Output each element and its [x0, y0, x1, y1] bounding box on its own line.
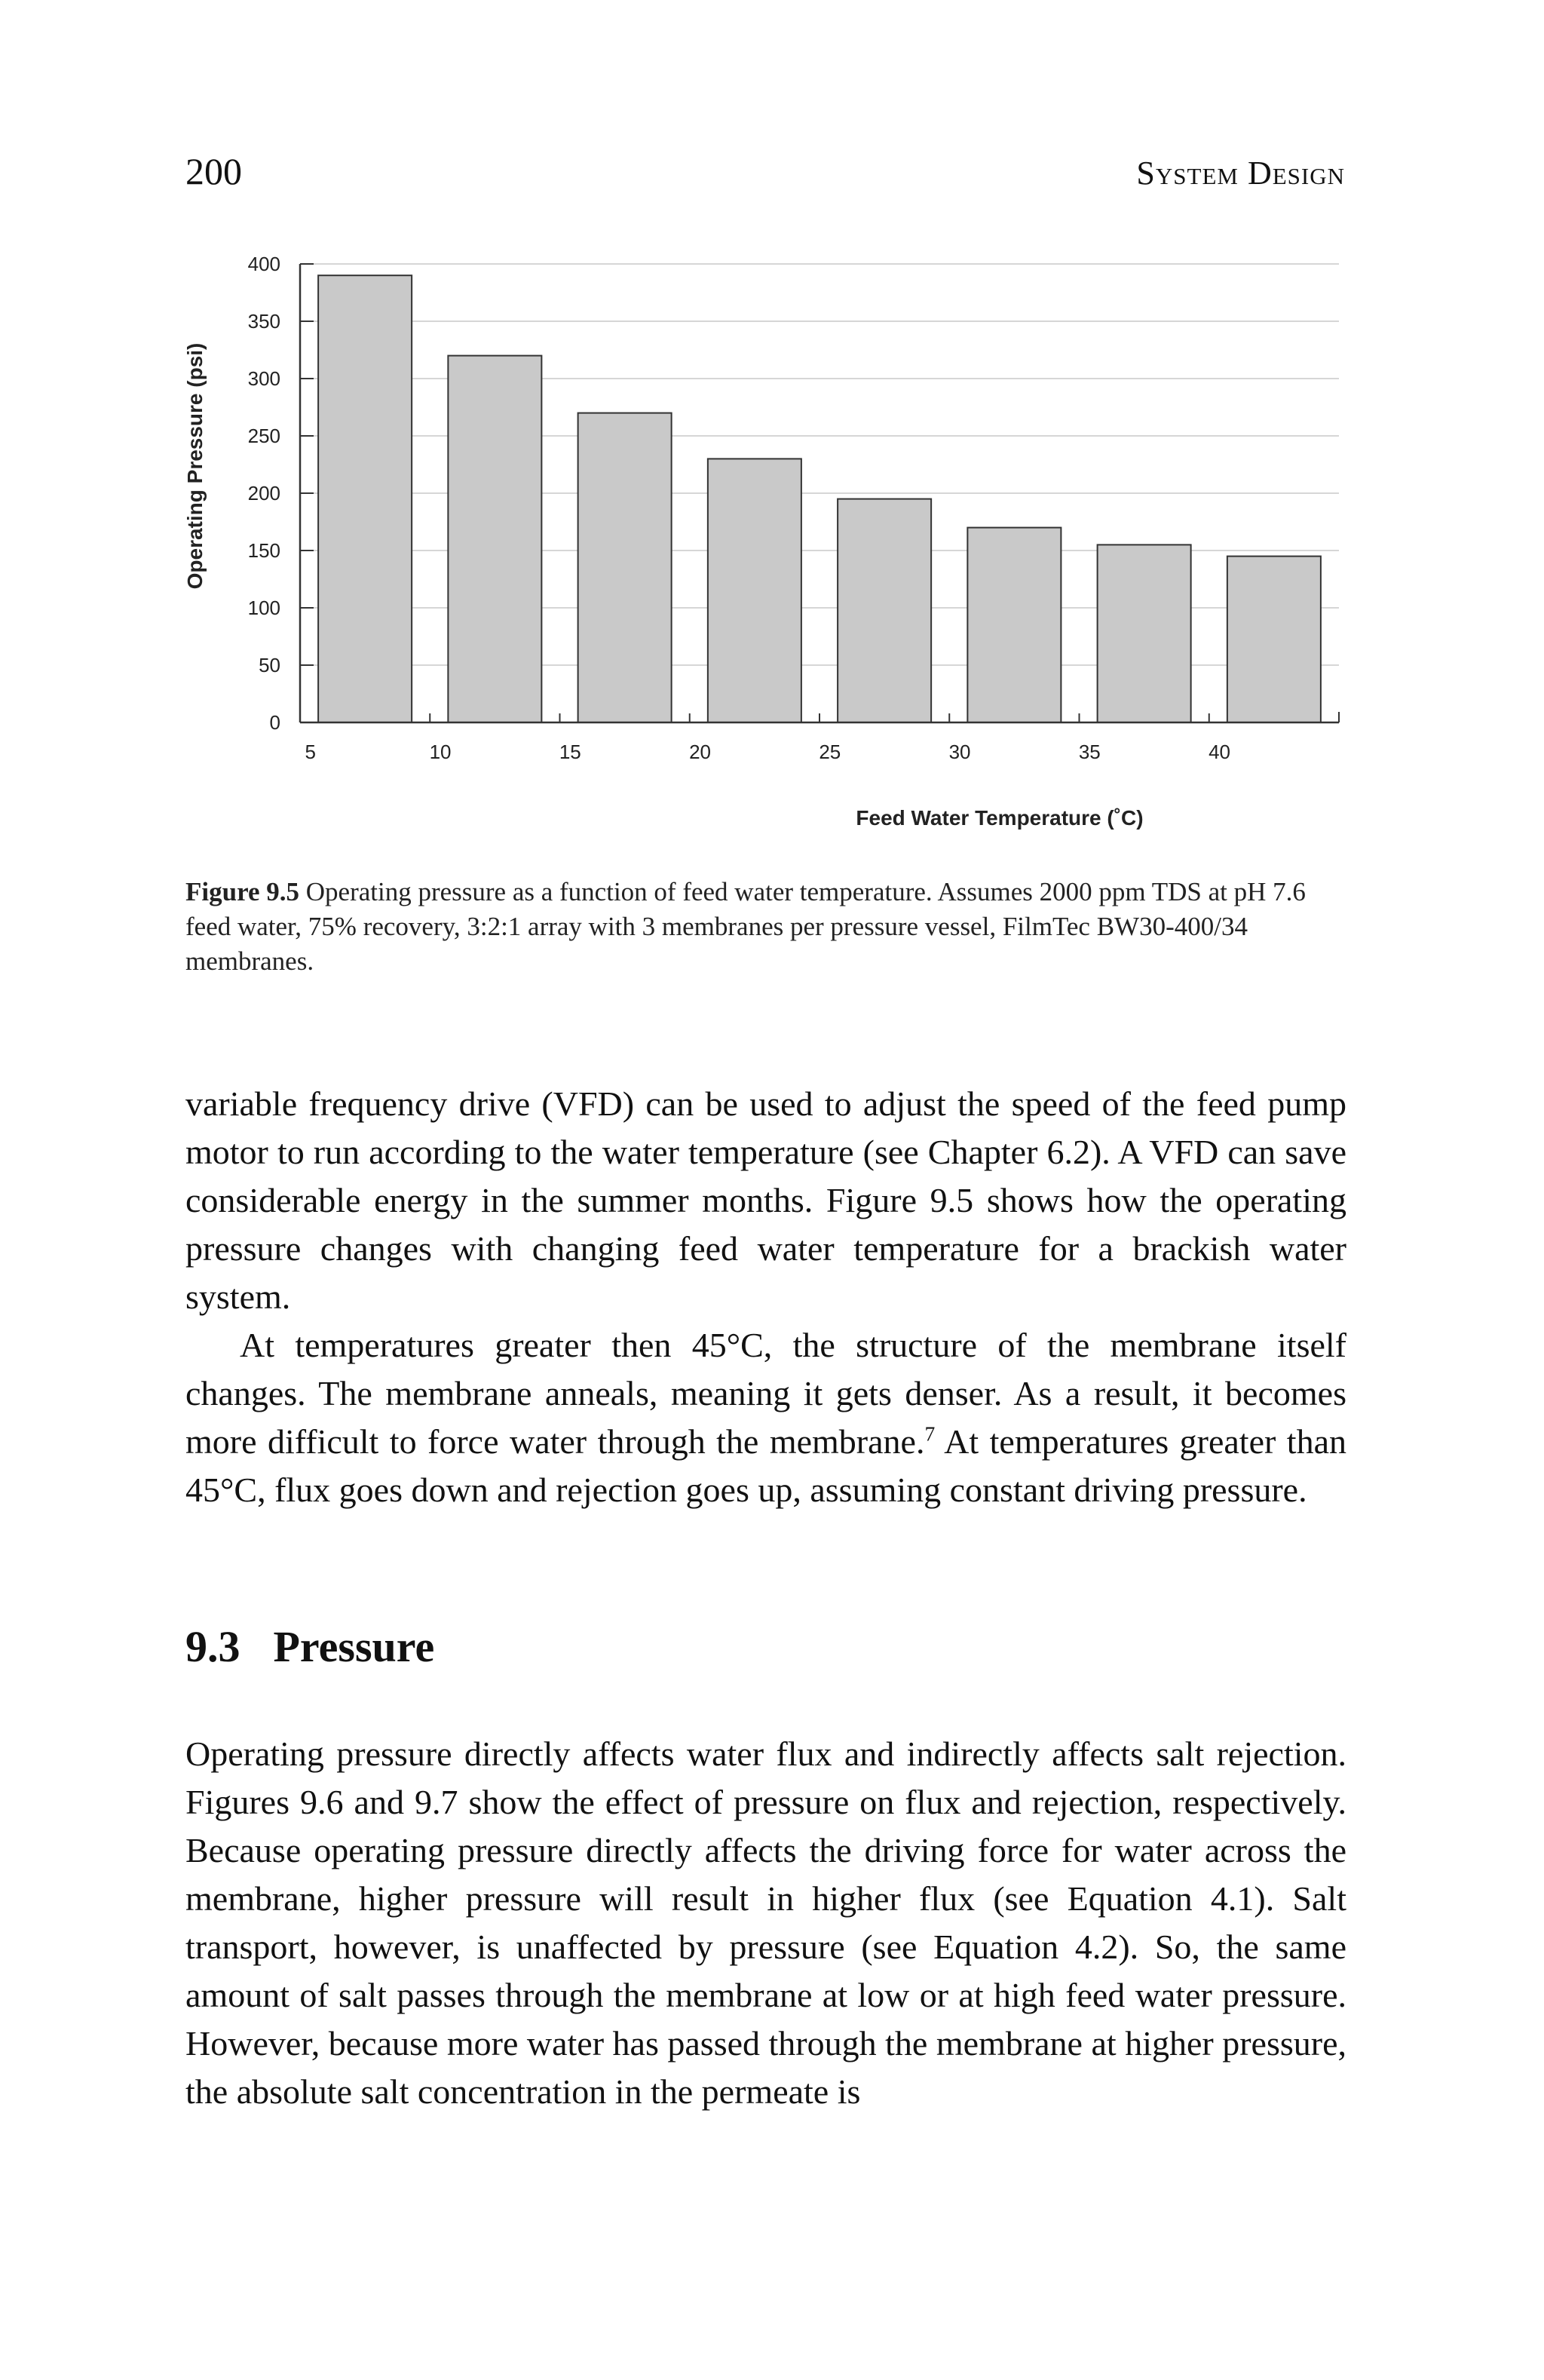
paragraph-temperature-part-2: At temperatures greater than 45°C, flux goes down and rejection goes up, assuming constant driving pressure. — [185, 1422, 1346, 1509]
x-tick-label-25: 25 — [819, 741, 841, 763]
x-tick-label-30: 30 — [948, 741, 971, 763]
y-tick-label-100: 100 — [247, 597, 280, 619]
bars — [318, 275, 1321, 722]
x-tick-label-15: 15 — [559, 741, 581, 763]
figure-caption-text: Operating pressure as a function of feed water temperature. Assumes 2000 ppm TDS at pH 7.6 feed water, 75% recovery, 3:2:1 array with 3 membranes per pressure vessel, FilmTec BW30-400/34 membranes. — [185, 877, 1306, 976]
y-axis-label: Operating Pressure (psi) — [183, 342, 207, 590]
running-title: System Design — [1136, 155, 1345, 192]
y-tick-label-350: 350 — [247, 310, 280, 333]
body-text-bottom — [185, 1730, 1346, 2116]
footnote-ref-7: 7 — [924, 1422, 936, 1446]
x-tick-label-35: 35 — [1078, 741, 1101, 763]
y-tick-label-200: 200 — [247, 482, 280, 505]
x-axis-label: Feed Water Temperature (˚C) — [856, 806, 1144, 830]
bar-40 — [1227, 557, 1321, 722]
figure-caption — [185, 875, 1346, 979]
paragraph-vfd: variable frequency drive (VFD) can be used to adjust the speed of the feed pump motor to run according to the water temperature (see Chapter 6.2). A VFD can save considerable energy in the summer months. Figure 9.5 shows how the operating pressure changes with changing feed water temperature for a brackish water system. — [185, 1084, 1346, 1316]
bar-chart — [178, 249, 1354, 852]
bar-20 — [708, 459, 801, 722]
y-tick-label-300: 300 — [247, 367, 280, 390]
x-tick-label-5: 5 — [305, 741, 317, 763]
section-number: 9.3 — [185, 1622, 240, 1671]
y-tick-label-400: 400 — [247, 253, 280, 275]
bar-5 — [318, 275, 412, 722]
bar-10 — [448, 356, 541, 722]
x-tick-label-20: 20 — [689, 741, 711, 763]
figure-9-5 — [178, 249, 1354, 852]
y-tick-label-150: 150 — [247, 539, 280, 562]
y-tick-label-50: 50 — [259, 654, 280, 676]
section-title: Pressure — [273, 1622, 435, 1671]
paragraph-pressure: Operating pressure directly affects water flux and indirectly affects salt rejection. Figures 9.6 and 9.7 show the effect of pressure on flux and rejection, respectively. Because operating pressure directly affects the driving force for water across the membrane, higher pressure will result in higher flux (see Equation 4.1). Salt transport, however, is unaffected by pressure (see Equation 4.2). So, the same amount of salt passes through the membrane at low or at high feed water pressure. However, because more water has passed through the membrane at higher pressure, the absolute salt concentration in the permeate is — [185, 1734, 1346, 2111]
bar-35 — [1098, 544, 1191, 722]
bar-25 — [838, 499, 931, 722]
x-tick-label-10: 10 — [429, 741, 452, 763]
y-tick-label-0: 0 — [269, 711, 280, 734]
page-number: 200 — [185, 150, 242, 192]
x-tick-label-40: 40 — [1209, 741, 1230, 763]
section-heading — [185, 1621, 434, 1672]
paragraph-temperature-part-1: At temperatures greater then 45°C, the structure of the membrane itself changes. The membrane anneals, meaning it gets denser. As a result, it becomes more difficult to force water through the membrane. — [185, 1326, 1346, 1461]
figure-caption-label: Figure 9.5 — [185, 877, 300, 906]
paragraph-temperature — [185, 1321, 1346, 1514]
bar-30 — [967, 528, 1061, 722]
body-text-top — [185, 1080, 1346, 1514]
bar-15 — [578, 413, 672, 722]
y-tick-label-250: 250 — [247, 425, 280, 447]
running-header — [185, 149, 1345, 210]
